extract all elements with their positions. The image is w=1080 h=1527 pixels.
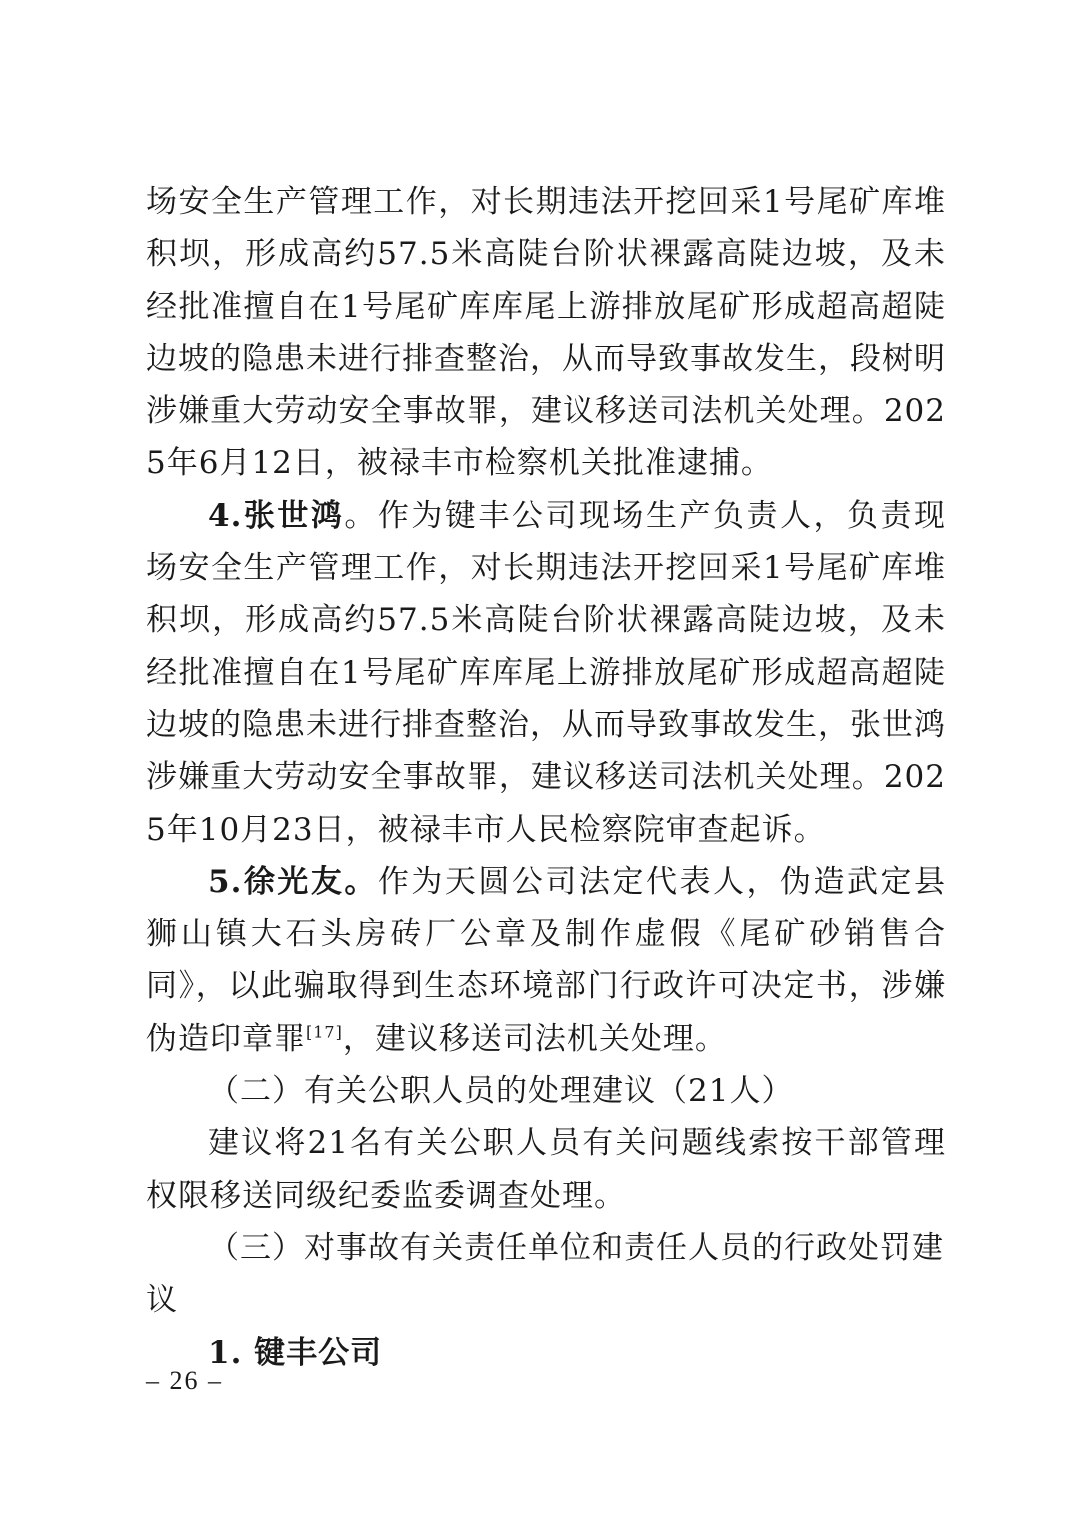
paragraph-officials: 建议将21名有关公职人员有关问题线索按干部管理权限移送同级纪委监委调查处理。 bbox=[146, 1125, 946, 1214]
item-body-zhang-shihong: 。作为键丰公司现场生产负责人，负责现场安全生产管理工作，对长期违法开挖回采1号尾矿库堆积坝，形成高约57.5米高陡台阶状裸露高陡边坡，及未经批准擅自在1号尾矿库库尾上游排放尾矿形成超高超陡边坡的隐患未进行排查整治，从而导致事故发生，张世鸿涉嫌重大劳动安全事故罪，建议移送司法机关处理。2025年10月23日，被禄丰市人民检察院审查起诉。 bbox=[146, 497, 946, 848]
subsection-heading-jianfeng: 1. 键丰公司 bbox=[208, 1334, 383, 1371]
item-body-xu-guangyou-a: 作为天圆公司法定代表人，伪造武定县狮山镇大石头房砖厂公章及制作虚假《尾矿砂销售合同》，以此骗取得到生态环境部门行政许可决定书，涉嫌伪造印章罪 bbox=[146, 863, 946, 1057]
section-heading-penalties: （三）对事故有关责任单位和责任人员的行政处罚建议 bbox=[146, 1229, 944, 1319]
paragraph-zhang-shihong bbox=[146, 490, 946, 856]
item-title-zhang-shihong: 4.张世鸿 bbox=[208, 497, 345, 534]
footnote-ref-17: [17] bbox=[306, 1022, 343, 1042]
item-title-xu-guangyou: 5.徐光友。 bbox=[208, 863, 378, 900]
section-heading-officials: （二）有关公职人员的处理建议（21人） bbox=[208, 1073, 794, 1110]
item-body-xu-guangyou-b: ，建议移送司法机关处理。 bbox=[342, 1020, 727, 1057]
paragraph-duan-shuming: 场安全生产管理工作，对长期违法开挖回采1号尾矿库堆积坝，形成高约57.5米高陡台阶状裸露高陡边坡，及未经批准擅自在1号尾矿库库尾上游排放尾矿形成超高超陡边坡的隐患未进行排查整治，从而导致事故发生，段树明涉嫌重大劳动安全事故罪，建议移送司法机关处理。2025年6月12日，被禄丰市检察机关批准逮捕。 bbox=[146, 184, 946, 482]
paragraph-xu-guangyou bbox=[146, 856, 946, 1065]
page-number: – 26 – bbox=[146, 1366, 223, 1395]
document-page bbox=[146, 176, 946, 1379]
